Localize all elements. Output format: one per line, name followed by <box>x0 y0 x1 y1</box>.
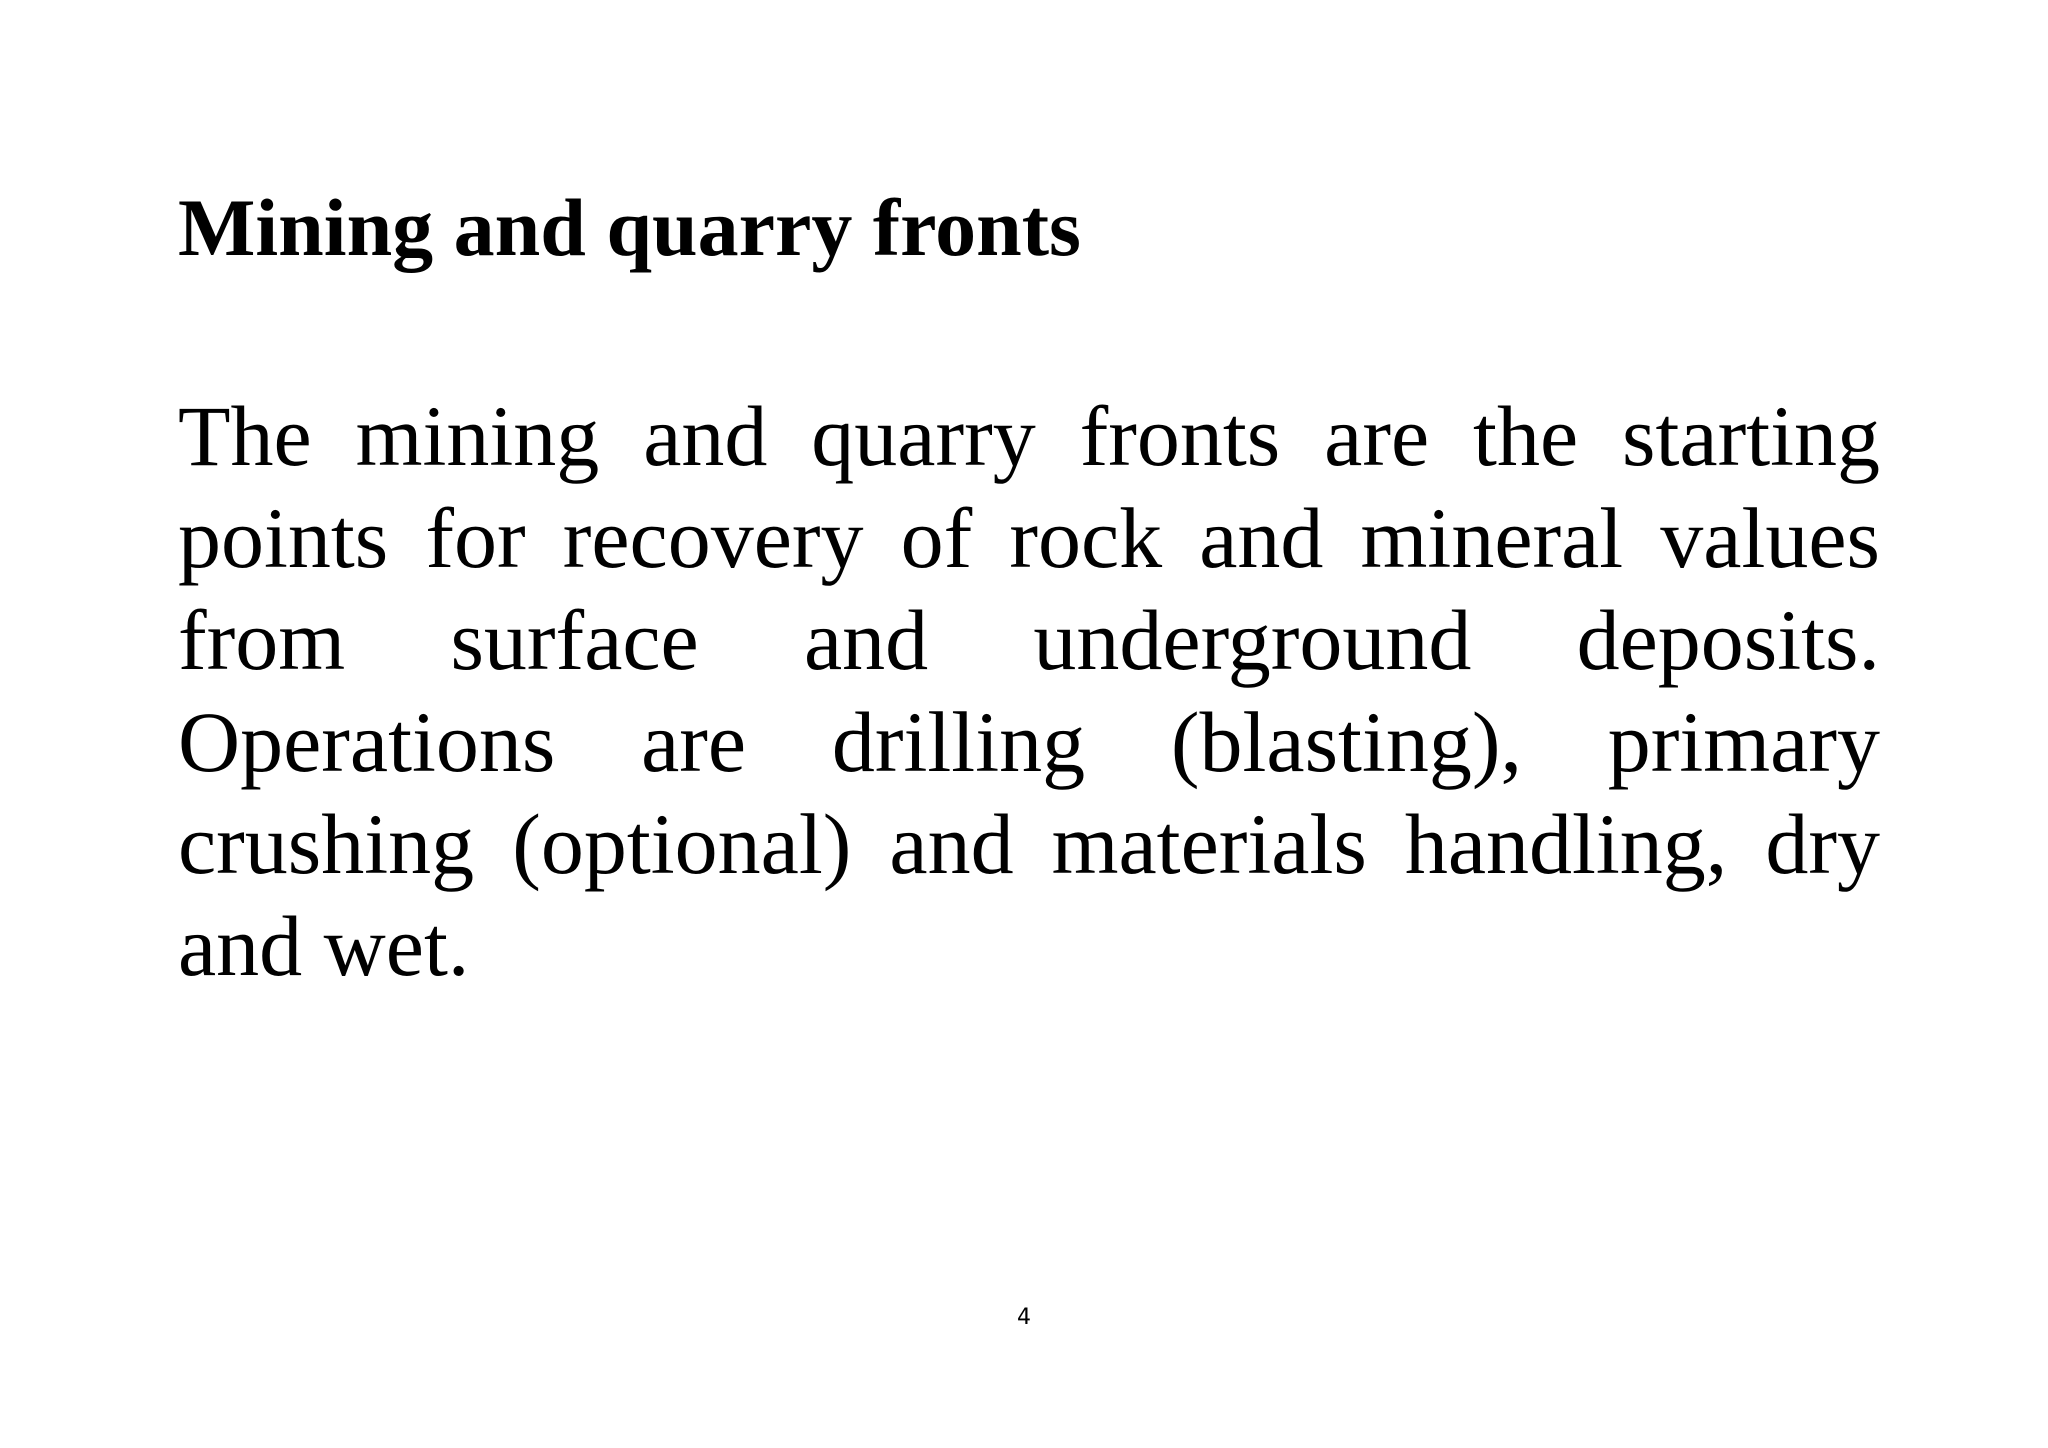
paragraph-line-4: Operations are drilling (blasting), primary <box>178 694 1880 790</box>
body-paragraph <box>178 385 1880 997</box>
page-title: Mining and quarry fronts <box>178 182 1081 273</box>
paragraph-line-3: from surface and underground deposits. <box>178 592 1880 688</box>
page-number: 4 <box>1017 1305 1031 1330</box>
paragraph-line-6: and wet. <box>178 898 470 994</box>
paragraph-line-1: The mining and quarry fronts are the starting <box>178 388 1880 484</box>
paragraph-line-5: crushing (optional) and materials handling, dry <box>178 796 1880 892</box>
paragraph-line-2: points for recovery of rock and mineral values <box>178 490 1880 586</box>
